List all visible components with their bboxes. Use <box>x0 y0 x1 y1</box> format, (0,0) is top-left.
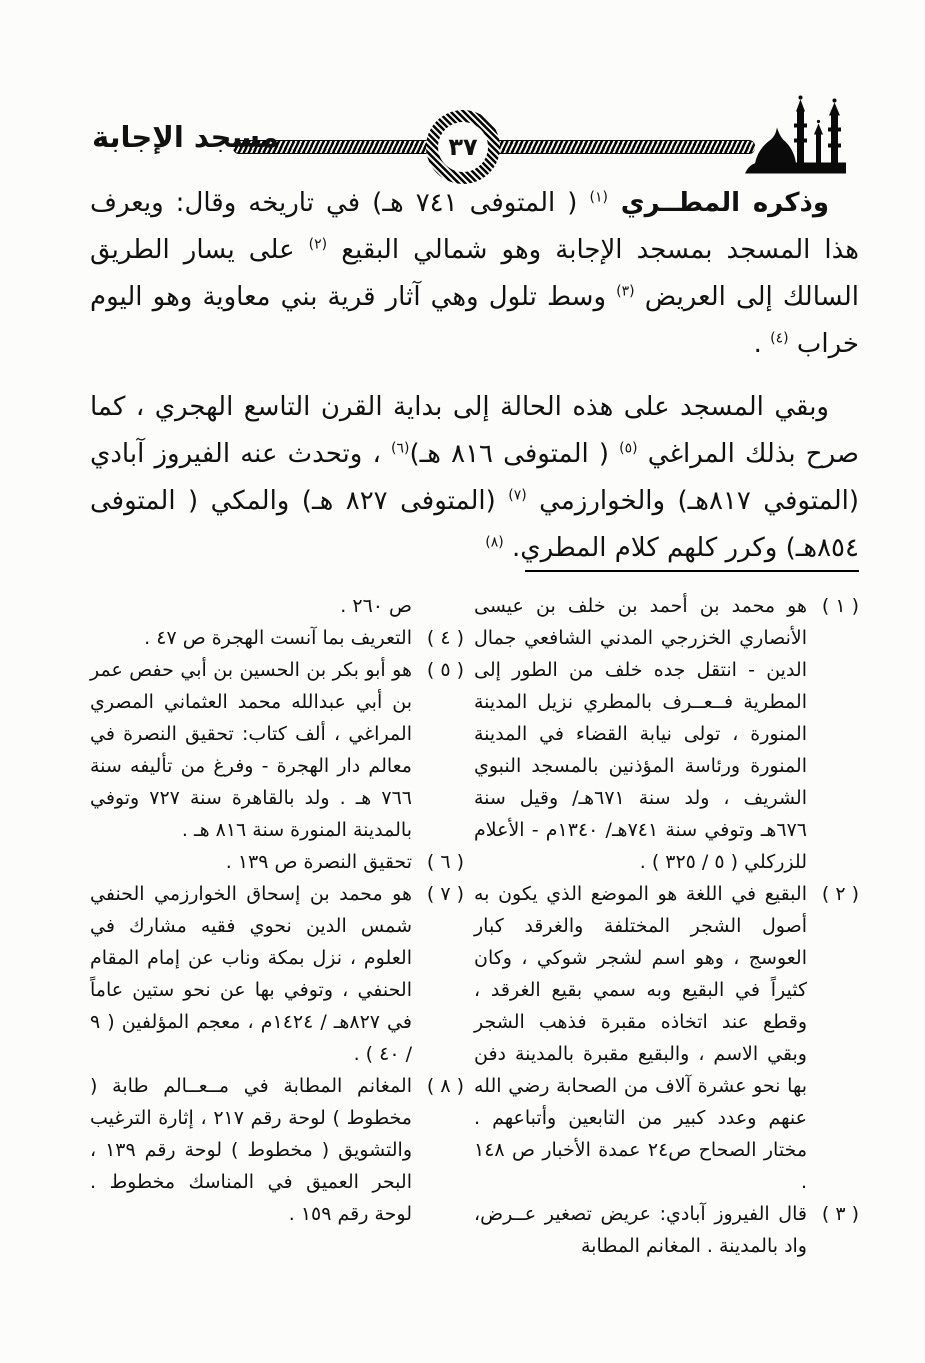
footnotes-left-column <box>90 590 464 1262</box>
footnote-marker: ( ٣ ) <box>821 1203 859 1225</box>
footnote <box>474 1198 859 1262</box>
footnote <box>90 654 464 846</box>
text-run: وسط تلول وهي آثار قرية بني معاوية وهو اليوم خراب <box>90 282 859 359</box>
paragraph-1 <box>90 180 859 368</box>
text-run: ( المتوفى ٨١٦ هـ) <box>409 439 620 469</box>
footnotes <box>90 590 859 1262</box>
footnote-marker: ( ٨ ) <box>426 1075 464 1097</box>
paragraph-2 <box>90 384 859 572</box>
footnote-marker: ( ٢ ) <box>821 883 859 905</box>
footnote-reference: (٨) <box>485 534 504 551</box>
footnote-text: ص ٢٦٠ . <box>340 595 412 617</box>
footnote <box>90 878 464 1070</box>
footnote-reference: (٦) <box>391 440 410 457</box>
footnote-reference: (٥) <box>619 440 638 457</box>
footnote <box>90 622 464 654</box>
footnote-text: البقيع في اللغة هو الموضع الذي يكون به أصول الشجر المختلفة والغرقد كبار العوسج ، وهو اسم لشجر شوكي ، وكان كثيراً في البقيع وبه سمي بقيع الغرقد ، وقطع عند اتخاذه مقبرة فذهب الشجر وبقي الاسم ، والبقيع مقبرة بالمدينة دفن بها نحو عشرة آلاف من الصحابة رضي الله عنهم وعدد كبير من التابعين وأتباعهم . مختار الصحاح ص٢٤ عمدة الأخبار ص ١٤٨ . <box>474 883 808 1193</box>
text-run: وذكره المطــري <box>607 188 829 218</box>
footnote-text: المغانم المطابة في مــعــالم طابة ( مخطوط ) لوحة رقم ٢١٧ ، إثارة الترغيب والتشويق ( مخطوط ) لوحة رقم ١٣٩ ، البحر العميق في المناسك مخطوط . لوحة رقم ١٥٩ . <box>90 1075 413 1225</box>
footnote-text: هو محمد بن أحمد بن خلف بن عيسى الأنصاري الخزرجي المدني الشافعي جمال الدين - انتقل جده خلف من الطور إلى المطرية فــعــرف بالمطري نزيل المدينة المنورة ، تولى نيابة القضاء في المدينة المنورة ورئاسة المؤذنين بالمسجد النبوي الشريف ، ولد سنة ٦٧١هـ/ وقيل سنة ٦٧٦هـ وتوفي سنة ٧٤١هـ/ ١٣٤٠م - الأعلام للزركلي ( ٥ / ٣٢٥ ) . <box>474 595 807 873</box>
footnote <box>90 1070 464 1230</box>
text-run: (المتوفى ٨٢٧ هـ) والمكي ( المتوفى ٨٥٤هـ) وكرر كلهم كلام المطري. <box>90 486 859 563</box>
footnote-marker: ( ٤ ) <box>426 627 464 649</box>
mosque-icon <box>742 93 855 181</box>
footnote-text: التعريف بما آنست الهجرة ص ٤٧ . <box>144 627 412 649</box>
text-run: وبقي المسجد على هذه الحالة إلى بداية القرن التاسع الهجري ، كما صرح بذلك المراغي <box>90 392 860 469</box>
footnote-text: هو أبو بكر بن الحسين بن أبي حفص عمر بن أبي عبدالله محمد العثماني المصري المراغي ، ألف كتاب: تحقيق النصرة في معالم دار الهجرة - وفرغ من تأليفه سنة ٧٦٦ هـ . ولد بالقاهرة سنة ٧٢٧ وتوفي بالمدينة المنورة سنة ٨١٦ هـ . <box>90 659 412 841</box>
footnote-marker: ( ٧ ) <box>426 883 464 905</box>
footnote-reference: (٢) <box>308 236 328 253</box>
page-number-medallion <box>426 110 500 184</box>
footnote-marker: ( ٥ ) <box>426 659 464 681</box>
running-title: مسجد الإجابة <box>92 120 280 154</box>
page-header <box>0 0 925 190</box>
footnotes-right-column <box>474 590 859 1262</box>
footnote-marker: ( ١ ) <box>821 595 859 617</box>
footnote-text: هو محمد بن إسحاق الخوارزمي الحنفي شمس الدين نحوي فقيه مشارك في العلوم ، نزل بمكة وناب عن إمام المقام الحنفي ، وتوفي بها عن نحو ستين عاماً في ٨٢٧هـ / ١٤٢٤م ، معجم المؤلفين ( ٩ / ٤٠ ) . <box>90 883 412 1065</box>
footnote-reference: (٤) <box>770 330 789 347</box>
main-text <box>90 180 859 588</box>
text-run: ( المتوفى ٧٤١ هـ) في تاريخه وقال: ويعرف هذا المسجد بمسجد الإجابة وهو شمالي البقيع <box>90 188 860 265</box>
footnote-text: تحقيق النصرة ص ١٣٩ . <box>225 851 412 873</box>
footnote-reference: (٣) <box>616 283 635 300</box>
footnote <box>474 878 859 1198</box>
text-run: ، وتحدث عنه الفيروز آبادي (المتوفي ٨١٧هـ) والخوارزمي <box>90 439 859 516</box>
footnote-text: قال الفيروز آبادي: عريض تصغير عــرض، واد بالمدينة . المغانم المطابة <box>474 1203 807 1257</box>
page-number: ٣٧ <box>438 122 488 172</box>
footnote <box>90 590 464 622</box>
footnote-reference: (٧) <box>508 487 527 504</box>
footnote <box>474 590 859 878</box>
footnote-reference: (١) <box>589 189 608 206</box>
footnote <box>90 846 464 878</box>
footnote-divider <box>525 570 859 572</box>
text-run: . <box>753 329 771 359</box>
footnote-marker: ( ٦ ) <box>426 851 464 873</box>
text-run: على يسار الطريق السالك إلى العريض <box>90 235 859 312</box>
